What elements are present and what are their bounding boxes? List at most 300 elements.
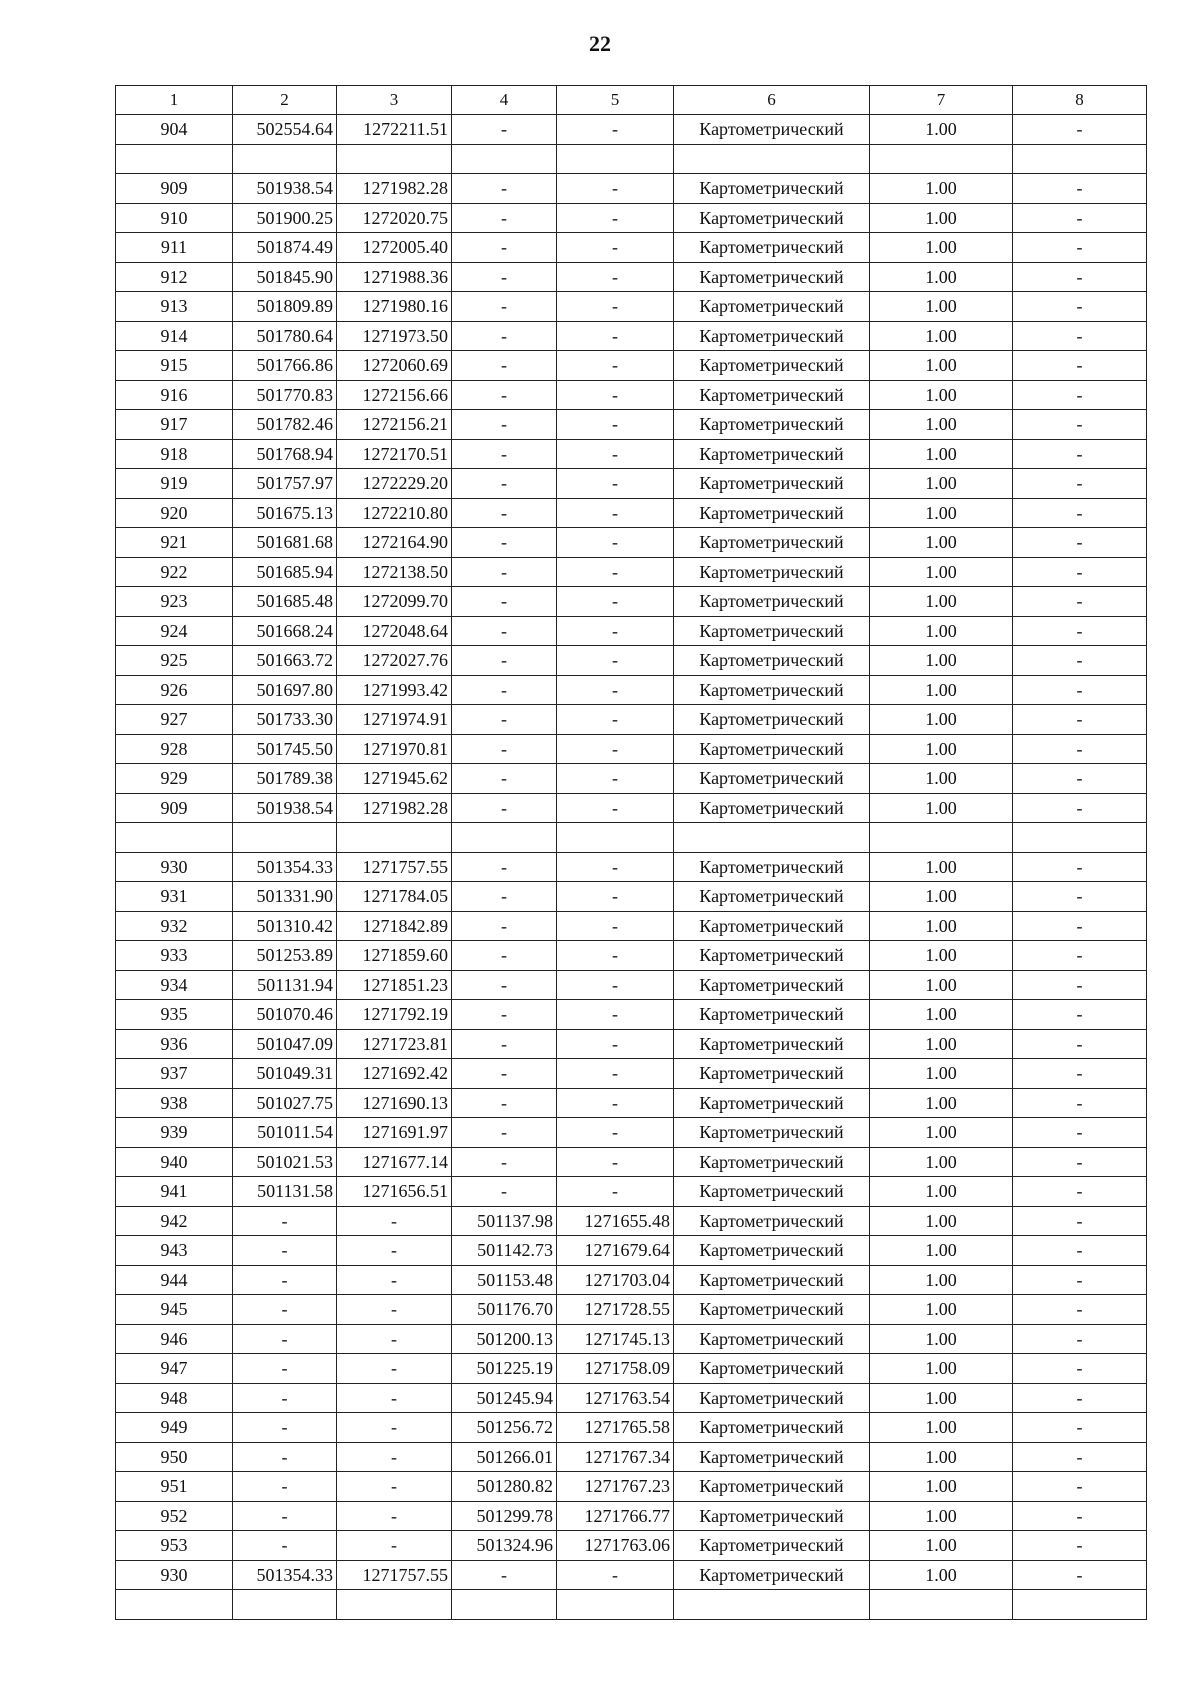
accuracy-cell: 1.00 bbox=[870, 469, 1013, 499]
x-new-cell: - bbox=[452, 469, 557, 499]
x-coord-cell: - bbox=[233, 1265, 337, 1295]
x-new-cell: - bbox=[452, 1118, 557, 1148]
note-cell: - bbox=[1013, 970, 1147, 1000]
y-coord-cell: 1271851.23 bbox=[337, 970, 452, 1000]
note-cell: - bbox=[1013, 1413, 1147, 1443]
point-number-cell: 942 bbox=[116, 1206, 233, 1236]
accuracy-cell: 1.00 bbox=[870, 1236, 1013, 1266]
x-new-cell: - bbox=[452, 174, 557, 204]
x-new-cell: 501280.82 bbox=[452, 1472, 557, 1502]
x-coord-cell bbox=[233, 144, 337, 174]
point-number-cell: 909 bbox=[116, 174, 233, 204]
point-number-cell: 915 bbox=[116, 351, 233, 381]
table-row bbox=[116, 705, 1147, 735]
method-cell: Картометрический bbox=[674, 1324, 870, 1354]
y-coord-cell: 1271757.55 bbox=[337, 1560, 452, 1590]
point-number-cell: 924 bbox=[116, 616, 233, 646]
point-number-cell bbox=[116, 823, 233, 853]
point-number-cell: 940 bbox=[116, 1147, 233, 1177]
x-new-cell: - bbox=[452, 911, 557, 941]
note-cell: - bbox=[1013, 764, 1147, 794]
point-number-cell: 949 bbox=[116, 1413, 233, 1443]
method-cell: Картометрический bbox=[674, 439, 870, 469]
table-row bbox=[116, 1413, 1147, 1443]
x-new-cell: - bbox=[452, 292, 557, 322]
method-cell: Картометрический bbox=[674, 351, 870, 381]
point-number-cell: 953 bbox=[116, 1531, 233, 1561]
table-row bbox=[116, 1236, 1147, 1266]
x-new-cell: 501225.19 bbox=[452, 1354, 557, 1384]
x-coord-cell: 501675.13 bbox=[233, 498, 337, 528]
accuracy-cell: 1.00 bbox=[870, 1059, 1013, 1089]
x-coord-cell: - bbox=[233, 1531, 337, 1561]
x-new-cell bbox=[452, 1590, 557, 1620]
table-row bbox=[116, 174, 1147, 204]
method-cell: Картометрический bbox=[674, 1531, 870, 1561]
point-number-cell: 934 bbox=[116, 970, 233, 1000]
x-coord-cell: 501049.31 bbox=[233, 1059, 337, 1089]
y-new-cell: 1271745.13 bbox=[557, 1324, 674, 1354]
note-cell: - bbox=[1013, 852, 1147, 882]
y-new-cell bbox=[557, 144, 674, 174]
table-row bbox=[116, 1118, 1147, 1148]
x-new-cell: - bbox=[452, 616, 557, 646]
method-cell: Картометрический bbox=[674, 321, 870, 351]
method-cell: Картометрический bbox=[674, 233, 870, 263]
method-cell: Картометрический bbox=[674, 115, 870, 145]
x-new-cell: - bbox=[452, 1147, 557, 1177]
method-cell: Картометрический bbox=[674, 498, 870, 528]
accuracy-cell: 1.00 bbox=[870, 734, 1013, 764]
method-cell: Картометрический bbox=[674, 1265, 870, 1295]
x-new-cell: 501299.78 bbox=[452, 1501, 557, 1531]
table-row bbox=[116, 823, 1147, 853]
table-row bbox=[116, 616, 1147, 646]
note-cell: - bbox=[1013, 734, 1147, 764]
accuracy-cell: 1.00 bbox=[870, 941, 1013, 971]
x-new-cell: - bbox=[452, 557, 557, 587]
x-coord-cell: 501900.25 bbox=[233, 203, 337, 233]
y-new-cell: - bbox=[557, 262, 674, 292]
accuracy-cell: 1.00 bbox=[870, 1442, 1013, 1472]
y-new-cell: - bbox=[557, 410, 674, 440]
x-new-cell bbox=[452, 823, 557, 853]
note-cell: - bbox=[1013, 1324, 1147, 1354]
note-cell: - bbox=[1013, 1354, 1147, 1384]
table-row bbox=[116, 557, 1147, 587]
y-new-cell: 1271765.58 bbox=[557, 1413, 674, 1443]
table-row bbox=[116, 1531, 1147, 1561]
column-header: 3 bbox=[337, 86, 452, 115]
note-cell: - bbox=[1013, 557, 1147, 587]
note-cell bbox=[1013, 823, 1147, 853]
table-row bbox=[116, 1472, 1147, 1502]
y-coord-cell: 1272099.70 bbox=[337, 587, 452, 617]
y-coord-cell: 1271757.55 bbox=[337, 852, 452, 882]
y-new-cell: - bbox=[557, 1147, 674, 1177]
point-number-cell: 932 bbox=[116, 911, 233, 941]
x-coord-cell: - bbox=[233, 1472, 337, 1502]
x-coord-cell: 501685.48 bbox=[233, 587, 337, 617]
note-cell: - bbox=[1013, 941, 1147, 971]
accuracy-cell: 1.00 bbox=[870, 233, 1013, 263]
x-coord-cell: - bbox=[233, 1501, 337, 1531]
method-cell: Картометрический bbox=[674, 203, 870, 233]
y-new-cell: - bbox=[557, 1059, 674, 1089]
y-new-cell: - bbox=[557, 734, 674, 764]
column-header: 1 bbox=[116, 86, 233, 115]
accuracy-cell bbox=[870, 1590, 1013, 1620]
accuracy-cell: 1.00 bbox=[870, 1501, 1013, 1531]
accuracy-cell: 1.00 bbox=[870, 1000, 1013, 1030]
point-number-cell: 909 bbox=[116, 793, 233, 823]
table-row bbox=[116, 144, 1147, 174]
x-new-cell: 501153.48 bbox=[452, 1265, 557, 1295]
point-number-cell: 929 bbox=[116, 764, 233, 794]
note-cell: - bbox=[1013, 1560, 1147, 1590]
x-new-cell: - bbox=[452, 1560, 557, 1590]
y-new-cell: 1271728.55 bbox=[557, 1295, 674, 1325]
method-cell: Картометрический bbox=[674, 1413, 870, 1443]
table-row bbox=[116, 675, 1147, 705]
method-cell: Картометрический bbox=[674, 734, 870, 764]
accuracy-cell: 1.00 bbox=[870, 1383, 1013, 1413]
x-new-cell bbox=[452, 144, 557, 174]
x-coord-cell: 501938.54 bbox=[233, 793, 337, 823]
x-coord-cell: 501845.90 bbox=[233, 262, 337, 292]
y-new-cell bbox=[557, 1590, 674, 1620]
point-number-cell: 944 bbox=[116, 1265, 233, 1295]
column-header: 7 bbox=[870, 86, 1013, 115]
point-number-cell: 919 bbox=[116, 469, 233, 499]
method-cell: Картометрический bbox=[674, 646, 870, 676]
y-new-cell: - bbox=[557, 793, 674, 823]
point-number-cell: 922 bbox=[116, 557, 233, 587]
x-new-cell: - bbox=[452, 587, 557, 617]
y-coord-cell: 1271842.89 bbox=[337, 911, 452, 941]
note-cell: - bbox=[1013, 292, 1147, 322]
accuracy-cell: 1.00 bbox=[870, 1413, 1013, 1443]
x-coord-cell: 501809.89 bbox=[233, 292, 337, 322]
method-cell: Картометрический bbox=[674, 911, 870, 941]
x-coord-cell: 501697.80 bbox=[233, 675, 337, 705]
x-coord-cell: 501354.33 bbox=[233, 852, 337, 882]
x-new-cell: 501266.01 bbox=[452, 1442, 557, 1472]
point-number-cell: 945 bbox=[116, 1295, 233, 1325]
point-number-cell: 948 bbox=[116, 1383, 233, 1413]
y-new-cell: - bbox=[557, 646, 674, 676]
accuracy-cell: 1.00 bbox=[870, 1177, 1013, 1207]
method-cell: Картометрический bbox=[674, 380, 870, 410]
y-new-cell: - bbox=[557, 469, 674, 499]
x-coord-cell: 501070.46 bbox=[233, 1000, 337, 1030]
method-cell bbox=[674, 823, 870, 853]
y-coord-cell: 1271656.51 bbox=[337, 1177, 452, 1207]
table-row bbox=[116, 1501, 1147, 1531]
x-coord-cell: - bbox=[233, 1354, 337, 1384]
x-new-cell: 501324.96 bbox=[452, 1531, 557, 1561]
note-cell: - bbox=[1013, 1295, 1147, 1325]
x-coord-cell: 501780.64 bbox=[233, 321, 337, 351]
y-new-cell: - bbox=[557, 557, 674, 587]
note-cell: - bbox=[1013, 1000, 1147, 1030]
table-row bbox=[116, 734, 1147, 764]
x-coord-cell: 501253.89 bbox=[233, 941, 337, 971]
x-new-cell: - bbox=[452, 705, 557, 735]
x-new-cell: - bbox=[452, 498, 557, 528]
accuracy-cell: 1.00 bbox=[870, 1118, 1013, 1148]
table-row bbox=[116, 528, 1147, 558]
note-cell: - bbox=[1013, 351, 1147, 381]
x-coord-cell: 501011.54 bbox=[233, 1118, 337, 1148]
point-number-cell: 904 bbox=[116, 115, 233, 145]
y-new-cell: - bbox=[557, 1177, 674, 1207]
x-coord-cell bbox=[233, 823, 337, 853]
accuracy-cell: 1.00 bbox=[870, 321, 1013, 351]
note-cell: - bbox=[1013, 1029, 1147, 1059]
y-new-cell: - bbox=[557, 528, 674, 558]
accuracy-cell: 1.00 bbox=[870, 1265, 1013, 1295]
method-cell: Картометрический bbox=[674, 528, 870, 558]
y-new-cell: 1271767.34 bbox=[557, 1442, 674, 1472]
point-number-cell: 943 bbox=[116, 1236, 233, 1266]
x-coord-cell: - bbox=[233, 1206, 337, 1236]
x-coord-cell: 501745.50 bbox=[233, 734, 337, 764]
point-number-cell: 926 bbox=[116, 675, 233, 705]
y-coord-cell: 1271792.19 bbox=[337, 1000, 452, 1030]
y-new-cell: - bbox=[557, 705, 674, 735]
x-new-cell: - bbox=[452, 970, 557, 1000]
point-number-cell: 936 bbox=[116, 1029, 233, 1059]
note-cell: - bbox=[1013, 1177, 1147, 1207]
accuracy-cell: 1.00 bbox=[870, 115, 1013, 145]
coordinates-table bbox=[115, 85, 1147, 1620]
accuracy-cell: 1.00 bbox=[870, 1324, 1013, 1354]
accuracy-cell: 1.00 bbox=[870, 852, 1013, 882]
x-new-cell: 501176.70 bbox=[452, 1295, 557, 1325]
table-row bbox=[116, 882, 1147, 912]
accuracy-cell: 1.00 bbox=[870, 764, 1013, 794]
x-new-cell: - bbox=[452, 528, 557, 558]
note-cell: - bbox=[1013, 1531, 1147, 1561]
note-cell: - bbox=[1013, 1236, 1147, 1266]
column-header: 4 bbox=[452, 86, 557, 115]
y-coord-cell bbox=[337, 144, 452, 174]
x-new-cell: - bbox=[452, 1059, 557, 1089]
method-cell: Картометрический bbox=[674, 1472, 870, 1502]
y-coord-cell: - bbox=[337, 1501, 452, 1531]
y-new-cell: - bbox=[557, 764, 674, 794]
point-number-cell: 920 bbox=[116, 498, 233, 528]
column-header: 2 bbox=[233, 86, 337, 115]
y-coord-cell bbox=[337, 823, 452, 853]
x-coord-cell: - bbox=[233, 1295, 337, 1325]
point-number-cell: 946 bbox=[116, 1324, 233, 1354]
y-coord-cell: 1272229.20 bbox=[337, 469, 452, 499]
x-new-cell: 501142.73 bbox=[452, 1236, 557, 1266]
x-coord-cell: 501047.09 bbox=[233, 1029, 337, 1059]
y-new-cell: - bbox=[557, 498, 674, 528]
note-cell: - bbox=[1013, 1442, 1147, 1472]
accuracy-cell: 1.00 bbox=[870, 1029, 1013, 1059]
accuracy-cell: 1.00 bbox=[870, 882, 1013, 912]
y-coord-cell: 1272156.66 bbox=[337, 380, 452, 410]
note-cell: - bbox=[1013, 439, 1147, 469]
accuracy-cell: 1.00 bbox=[870, 1531, 1013, 1561]
method-cell: Картометрический bbox=[674, 675, 870, 705]
y-new-cell: - bbox=[557, 1088, 674, 1118]
method-cell: Картометрический bbox=[674, 1295, 870, 1325]
note-cell: - bbox=[1013, 262, 1147, 292]
y-new-cell: - bbox=[557, 351, 674, 381]
y-coord-cell: - bbox=[337, 1324, 452, 1354]
y-coord-cell: - bbox=[337, 1295, 452, 1325]
table-row bbox=[116, 380, 1147, 410]
method-cell bbox=[674, 1590, 870, 1620]
x-new-cell: - bbox=[452, 351, 557, 381]
note-cell: - bbox=[1013, 1147, 1147, 1177]
x-coord-cell: - bbox=[233, 1383, 337, 1413]
x-new-cell: - bbox=[452, 1029, 557, 1059]
x-new-cell: 501200.13 bbox=[452, 1324, 557, 1354]
y-new-cell: 1271763.54 bbox=[557, 1383, 674, 1413]
point-number-cell: 918 bbox=[116, 439, 233, 469]
x-coord-cell: 501131.94 bbox=[233, 970, 337, 1000]
y-new-cell: - bbox=[557, 852, 674, 882]
y-coord-cell: 1272020.75 bbox=[337, 203, 452, 233]
y-coord-cell: 1272027.76 bbox=[337, 646, 452, 676]
x-new-cell: - bbox=[452, 941, 557, 971]
accuracy-cell: 1.00 bbox=[870, 439, 1013, 469]
y-coord-cell: 1271690.13 bbox=[337, 1088, 452, 1118]
x-coord-cell: 501685.94 bbox=[233, 557, 337, 587]
y-coord-cell bbox=[337, 1590, 452, 1620]
x-new-cell: - bbox=[452, 115, 557, 145]
note-cell: - bbox=[1013, 410, 1147, 440]
x-coord-cell: 501663.72 bbox=[233, 646, 337, 676]
point-number-cell: 937 bbox=[116, 1059, 233, 1089]
y-new-cell: - bbox=[557, 970, 674, 1000]
method-cell: Картометрический bbox=[674, 469, 870, 499]
method-cell: Картометрический bbox=[674, 941, 870, 971]
x-coord-cell: 501770.83 bbox=[233, 380, 337, 410]
y-coord-cell: 1271982.28 bbox=[337, 174, 452, 204]
table-row bbox=[116, 1177, 1147, 1207]
point-number-cell bbox=[116, 1590, 233, 1620]
x-coord-cell: 501757.97 bbox=[233, 469, 337, 499]
y-new-cell: 1271679.64 bbox=[557, 1236, 674, 1266]
table-row bbox=[116, 911, 1147, 941]
method-cell: Картометрический bbox=[674, 764, 870, 794]
y-coord-cell: - bbox=[337, 1354, 452, 1384]
note-cell: - bbox=[1013, 469, 1147, 499]
column-header: 8 bbox=[1013, 86, 1147, 115]
method-cell: Картометрический bbox=[674, 557, 870, 587]
accuracy-cell: 1.00 bbox=[870, 1354, 1013, 1384]
note-cell: - bbox=[1013, 498, 1147, 528]
point-number-cell: 935 bbox=[116, 1000, 233, 1030]
y-coord-cell: 1271723.81 bbox=[337, 1029, 452, 1059]
accuracy-cell: 1.00 bbox=[870, 1472, 1013, 1502]
note-cell: - bbox=[1013, 1088, 1147, 1118]
x-new-cell: - bbox=[452, 764, 557, 794]
method-cell: Картометрический bbox=[674, 1442, 870, 1472]
note-cell: - bbox=[1013, 380, 1147, 410]
y-coord-cell: 1272156.21 bbox=[337, 410, 452, 440]
accuracy-cell: 1.00 bbox=[870, 203, 1013, 233]
table-row bbox=[116, 1590, 1147, 1620]
table-row bbox=[116, 351, 1147, 381]
point-number-cell: 947 bbox=[116, 1354, 233, 1384]
x-new-cell: 501137.98 bbox=[452, 1206, 557, 1236]
y-new-cell: - bbox=[557, 1000, 674, 1030]
y-new-cell: - bbox=[557, 321, 674, 351]
table-row bbox=[116, 498, 1147, 528]
method-cell bbox=[674, 144, 870, 174]
note-cell: - bbox=[1013, 705, 1147, 735]
point-number-cell: 939 bbox=[116, 1118, 233, 1148]
accuracy-cell: 1.00 bbox=[870, 174, 1013, 204]
y-new-cell: - bbox=[557, 1029, 674, 1059]
point-number-cell: 911 bbox=[116, 233, 233, 263]
method-cell: Картометрический bbox=[674, 587, 870, 617]
method-cell: Картометрический bbox=[674, 1029, 870, 1059]
note-cell: - bbox=[1013, 646, 1147, 676]
y-coord-cell: 1272211.51 bbox=[337, 115, 452, 145]
y-new-cell: - bbox=[557, 882, 674, 912]
point-number-cell: 933 bbox=[116, 941, 233, 971]
x-coord-cell bbox=[233, 1590, 337, 1620]
note-cell: - bbox=[1013, 1265, 1147, 1295]
note-cell: - bbox=[1013, 528, 1147, 558]
table-row bbox=[116, 292, 1147, 322]
accuracy-cell: 1.00 bbox=[870, 528, 1013, 558]
method-cell: Картометрический bbox=[674, 1501, 870, 1531]
accuracy-cell: 1.00 bbox=[870, 557, 1013, 587]
column-header: 5 bbox=[557, 86, 674, 115]
y-coord-cell: 1271970.81 bbox=[337, 734, 452, 764]
accuracy-cell: 1.00 bbox=[870, 1147, 1013, 1177]
point-number-cell: 938 bbox=[116, 1088, 233, 1118]
y-new-cell: - bbox=[557, 675, 674, 705]
table-row bbox=[116, 1354, 1147, 1384]
y-new-cell: - bbox=[557, 233, 674, 263]
method-cell: Картометрический bbox=[674, 292, 870, 322]
point-number-cell: 930 bbox=[116, 1560, 233, 1590]
y-coord-cell: 1272210.80 bbox=[337, 498, 452, 528]
y-coord-cell: - bbox=[337, 1383, 452, 1413]
accuracy-cell: 1.00 bbox=[870, 970, 1013, 1000]
y-new-cell: - bbox=[557, 380, 674, 410]
table-row bbox=[116, 764, 1147, 794]
table-row bbox=[116, 1000, 1147, 1030]
accuracy-cell: 1.00 bbox=[870, 911, 1013, 941]
method-cell: Картометрический bbox=[674, 1354, 870, 1384]
y-coord-cell: 1271980.16 bbox=[337, 292, 452, 322]
y-coord-cell: 1272164.90 bbox=[337, 528, 452, 558]
accuracy-cell: 1.00 bbox=[870, 616, 1013, 646]
y-coord-cell: 1271691.97 bbox=[337, 1118, 452, 1148]
table-row bbox=[116, 646, 1147, 676]
note-cell: - bbox=[1013, 1206, 1147, 1236]
y-coord-cell: 1272060.69 bbox=[337, 351, 452, 381]
point-number-cell: 952 bbox=[116, 1501, 233, 1531]
x-new-cell: - bbox=[452, 882, 557, 912]
x-coord-cell: 501782.46 bbox=[233, 410, 337, 440]
accuracy-cell: 1.00 bbox=[870, 646, 1013, 676]
accuracy-cell: 1.00 bbox=[870, 1088, 1013, 1118]
accuracy-cell: 1.00 bbox=[870, 351, 1013, 381]
